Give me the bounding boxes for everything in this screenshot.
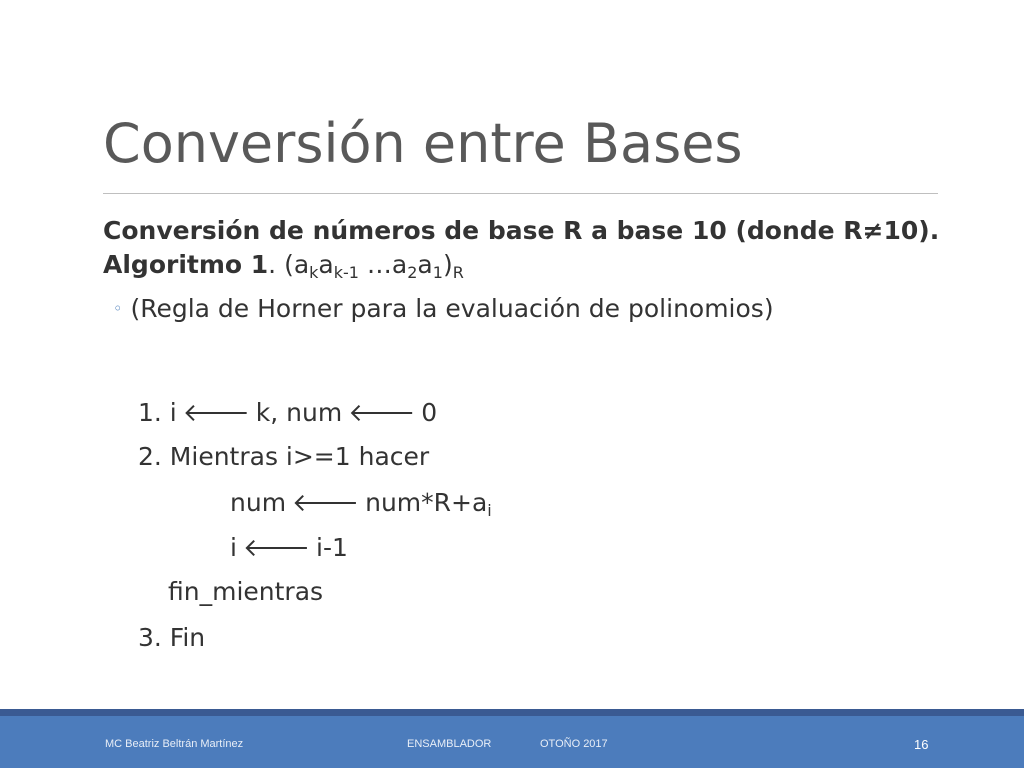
subscript-1: 1 xyxy=(432,263,443,282)
step1-c: 0 xyxy=(421,398,438,427)
left-arrow-icon: 🡐 xyxy=(242,533,310,562)
algorithm-label xyxy=(103,252,464,281)
footer-stripe xyxy=(0,709,1024,716)
algorithm-a2: a xyxy=(417,250,433,279)
algorithm-step-2: 2. Mientras i>=1 hacer xyxy=(138,442,430,471)
step2a-b: num*R+a xyxy=(365,488,488,517)
subscript-k: k xyxy=(309,263,319,282)
step2a-a: num xyxy=(230,488,287,517)
algorithm-step-2b xyxy=(230,535,348,560)
algorithm-step-2a xyxy=(230,490,492,519)
subscript-k-1: k-1 xyxy=(333,263,359,282)
footer-term: OTOÑO 2017 xyxy=(540,738,608,750)
algorithm-a: a xyxy=(318,250,334,279)
algorithm-ellipsis: …a xyxy=(358,250,408,279)
footer-course: ENSAMBLADOR xyxy=(407,738,492,750)
bullet-text: (Regla de Horner para la evaluación de polinomios) xyxy=(130,294,774,323)
algorithm-label-bold: Algoritmo 1 xyxy=(103,250,269,279)
left-arrow-icon: 🡐 xyxy=(182,398,250,427)
algorithm-label-rest: . (a xyxy=(268,250,310,279)
subscript-2: 2 xyxy=(407,263,418,282)
footer-author: MC Beatriz Beltrán Martínez xyxy=(105,738,244,750)
left-arrow-icon: 🡐 xyxy=(292,488,360,517)
slide-title: Conversión entre Bases xyxy=(103,112,743,175)
page-number: 16 xyxy=(914,737,929,752)
algorithm-step-2c: fin_mientras xyxy=(168,577,324,606)
title-divider xyxy=(103,193,938,194)
bullet-item xyxy=(113,296,774,321)
subscript-i: i xyxy=(487,501,492,520)
step1-b: k, num xyxy=(255,398,343,427)
step1-a: 1. i xyxy=(138,398,177,427)
algorithm-step-1 xyxy=(138,400,437,425)
bullet-marker: ◦ xyxy=(113,299,123,318)
algorithm-close: ) xyxy=(442,250,453,279)
heading-line: Conversión de números de base R a base 10 (donde R≠10). xyxy=(103,216,940,245)
algorithm-step-3: 3. Fin xyxy=(138,623,206,652)
subscript-R: R xyxy=(452,263,464,282)
slide-footer xyxy=(0,716,1024,768)
left-arrow-icon: 🡐 xyxy=(348,398,416,427)
step2b-a: i xyxy=(230,533,237,562)
step2b-b: i-1 xyxy=(316,533,348,562)
